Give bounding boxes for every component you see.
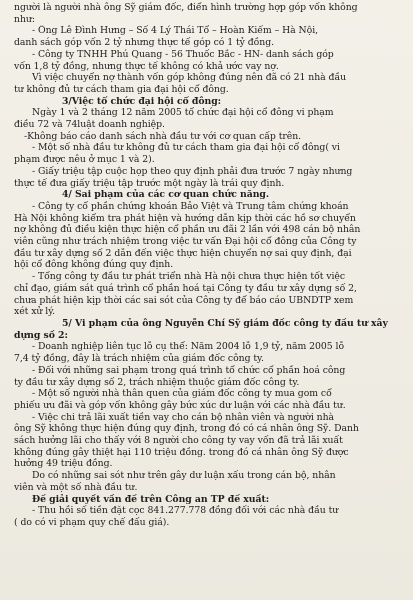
proposal-heading: Đề giải quyết vấn đề trên Công an TP đề xuất: [32, 493, 270, 505]
text-line: ( do có vi phạm quy chế đấu giá). [14, 516, 170, 528]
text-line: - Giấy triệu tập cuộc họp theo quy định phải đưa trước 7 ngày nhưng [32, 165, 353, 177]
text-line: viên và một số nhà đầu tư. [14, 481, 138, 493]
text-line: - Thu hồi số tiền đặt cọc 841.277.778 đồng đối với các nhà đầu tư [32, 505, 339, 517]
text-line: đầu tư xây dựng số 2 dẫn đến việc thực hiện chuyển nợ sai quy định, đại [14, 247, 352, 259]
text-line: hội cổ đông không đúng quy định. [14, 259, 174, 271]
text-line: danh sách góp vốn 2 tỷ nhưng thực tế góp có 1 tỷ đồng. [14, 37, 275, 49]
text-line: nợ không đủ điều kiện thực hiện cổ phần ưu đãi 2 lần với 498 cán bộ nhân [14, 224, 361, 236]
text-line: chỉ đạo, giám sát quá trình cổ phần hoá tại Công ty đầu tư xây dựng số 2, [14, 282, 357, 294]
text-line: vốn 1,8 tỷ đồng, nhưng thực tế không có khả ước vay nợ. [14, 60, 279, 72]
text-line: người là người nhà ông Sỹ giám đốc, điển hình trường hợp góp vốn không [14, 2, 358, 13]
text-line: - Ông Lê Đình Hưng – Số 4 Lý Thái Tổ – Hoàn Kiếm – Hà Nội, [32, 25, 319, 37]
text-line: ty đầu tư xây dựng số 2, trách nhiệm thuộc giám đốc công ty. [14, 376, 300, 388]
section-heading-continued: dựng số 2: [14, 329, 68, 341]
text-line: 7,4 tỷ đồng, đây là trách nhiệm của giám đốc công ty. [14, 353, 264, 365]
text-line: -Không báo cáo danh sách nhà đầu tư với cơ quan cấp trên. [24, 130, 302, 142]
text-line: - Công ty TNHH Phú Quang - 56 Thuốc Bắc - HN- danh sách góp [32, 48, 334, 60]
text-line: không đúng gây thiệt hại 110 triệu đồng. trong đó cá nhân ông Sỹ được [14, 446, 349, 458]
text-line: Ngày 1 và 2 tháng 12 năm 2005 tổ chức đại hội cổ đông vi phạm [32, 107, 334, 119]
text-line: - Công ty cổ phần chứng khoán Bảo Việt và Trung tâm chứng khoán [32, 200, 349, 212]
text-line: phiếu ưu đãi và góp vốn không gây bức xúc dư luận với các nhà đầu tư. [14, 399, 346, 411]
text-line: tư không đủ tư cách tham gia đại hội cổ đông. [14, 83, 229, 95]
text-line: - Việc chi trả lãi xuất tiền vay cho cán bộ nhân viên và người nhà [32, 411, 335, 423]
text-line: sách hưởng lãi cho thấy với 8 người cho công ty vay vốn đã trả lãi xuất [14, 435, 343, 447]
text-line: thực tế đưa giấy triệu tập trước một ngày là trái quy định. [14, 177, 285, 189]
section-heading: 5/ Vi phạm của ông Nguyễn Chí Sỹ giám đốc công ty đầu tư xây [62, 317, 388, 329]
text-line: viên cũng như trách nhiệm trong việc tư vấn Đại hội cổ đông của Công ty [14, 236, 357, 248]
text-line: chưa phát hiện kịp thời các sai sót của Công ty để báo cáo UBNDTP xem [14, 294, 354, 306]
text-line: - Đối với những sai phạm trong quá trình tổ chức cổ phần hoá công [32, 364, 346, 376]
text-line: ông Sỹ không thực hiện đúng quy định, trong đó có cá nhân ông Sỹ. Danh [14, 423, 359, 435]
text-line: - Doanh nghiệp liên tục lỗ cụ thể: Năm 2004 lỗ 1,9 tỷ, năm 2005 lỗ [32, 341, 345, 353]
section-heading: 4/ Sai phạm của các cơ quan chức năng. [62, 189, 270, 201]
text-line: Hà Nội không kiểm tra phát hiện và hướng dẫn kịp thời các hồ sơ chuyển [14, 212, 356, 224]
text-line: như: [14, 13, 35, 25]
text-line: - Một số nhà đầu tư không đủ tư cách tham gia đại hội cổ đông( vi [32, 142, 340, 154]
text-line: phạm được nêu ở mục 1 và 2). [14, 154, 155, 166]
text-line: điều 72 và 74luật doanh nghiệp. [14, 119, 165, 131]
section-heading: 3/Việc tổ chức đại hội cổ đông: [62, 95, 222, 107]
text-line: - Tổng công ty đầu tư phát triển nhà Hà nội chưa thực hiện tốt việc [32, 271, 346, 283]
text-line: - Một số người nhà thân quen của giám đốc công ty mua gom cổ [32, 388, 332, 400]
text-line: Do có những sai sót như trên gây dư luận xấu trong cán bộ, nhân [32, 470, 336, 482]
text-line: xét xử lý. [14, 306, 56, 318]
text-line: hưởng 49 triệu đồng. [14, 458, 113, 470]
text-line: Vì việc chuyển nợ thành vốn góp không đúng nên đã có 21 nhà đầu [32, 72, 347, 84]
